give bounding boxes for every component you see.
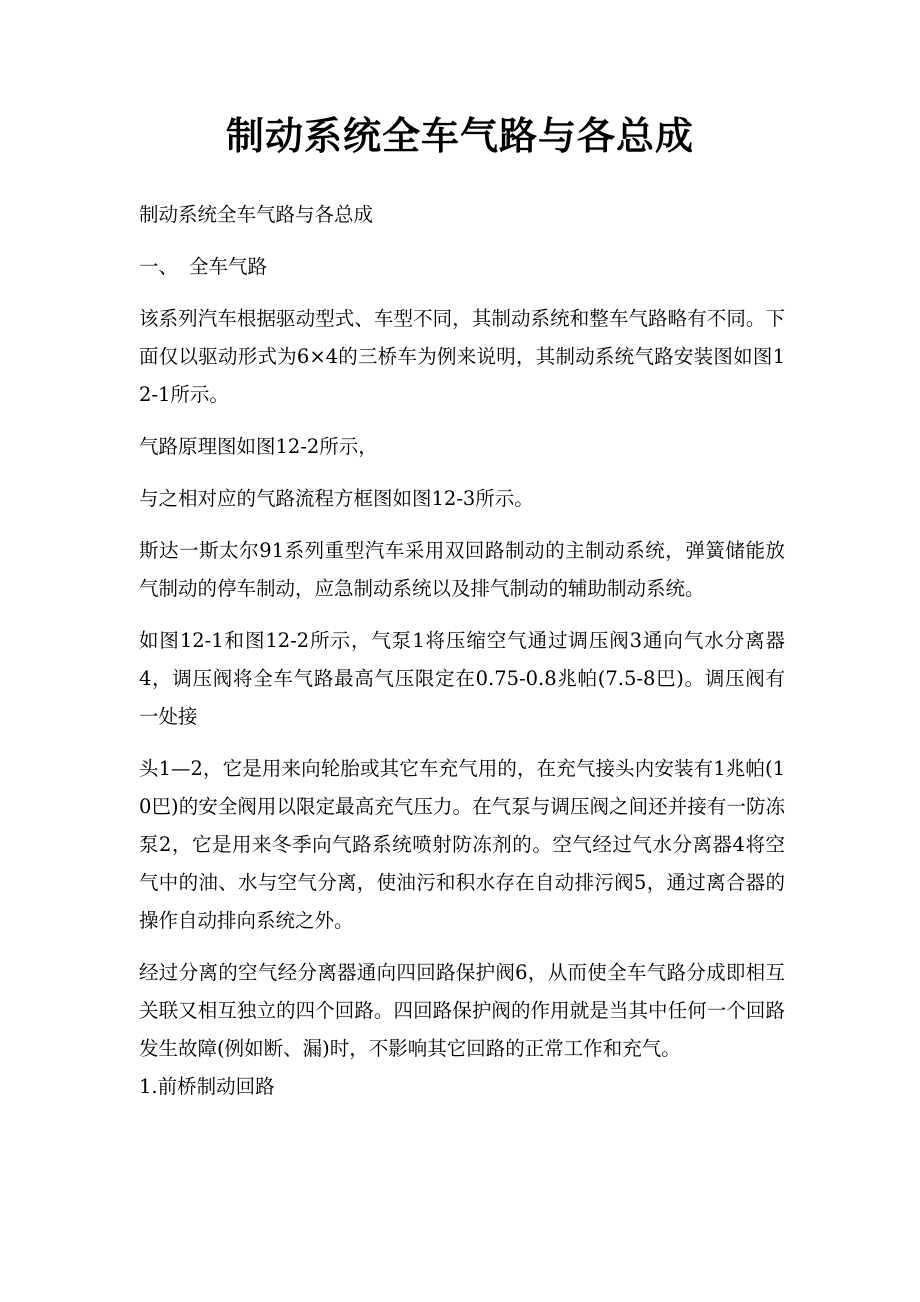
body-paragraph: 经过分离的空气经分离器通向四回路保护阀6，从而使全车气路分成即相互关联又相互独立的四个回路。四回路保护阀的作用就是当其中任何一个回路发生故障(例如断、漏)时，不影响其它回路的正常工作和充气。 (139, 961, 785, 1060)
body-paragraph: 与之相对应的气路流程方框图如图12-3所示。 (139, 487, 534, 510)
subsection-heading: 1.前桥制动回路 (139, 1075, 275, 1098)
section-number: 一、 (139, 255, 179, 278)
section-heading (139, 248, 785, 286)
document-title: 制动系统全车气路与各总成 (225, 113, 694, 158)
body-paragraph: 头1—2，它是用来向轮胎或其它车充气用的，在充气接头内安装有1兆帕(10巴)的安全阀用以限定最高充气压力。在气泵与调压阀之间还并接有一防冻泵2，它是用来冬季向气路系统喷射防冻剂的。空气经过气水分离器4将空气中的油、水与空气分离，使油污和积水存在自动排污阀5，通过离合器的操作自动排向系统之外。 (139, 757, 785, 932)
body-paragraph: 如图12-1和图12-2所示，气泵1将压缩空气通过调压阀3通向气水分离器4，调压阀将全车气路最高气压限定在0.75-0.8兆帕(7.5-8巴)。调压阀有一处接 (139, 629, 785, 728)
section-heading-text: 全车气路 (189, 255, 268, 278)
body-paragraph: 斯达一斯太尔91系列重型汽车采用双回路制动的主制动系统，弹簧储能放气制动的停车制动，应急制动系统以及排气制动的辅助制动系统。 (139, 539, 785, 600)
document-body (139, 196, 785, 1120)
body-paragraph: 气路原理图如图12-2所示， (139, 435, 378, 458)
body-paragraph: 该系列汽车根据驱动型式、车型不同，其制动系统和整车气路略有不同。下面仅以驱动形式为6×4的三桥车为例来说明，其制动系统气路安装图如图12-1所示。 (139, 307, 785, 406)
subtitle-paragraph: 制动系统全车气路与各总成 (139, 203, 374, 226)
